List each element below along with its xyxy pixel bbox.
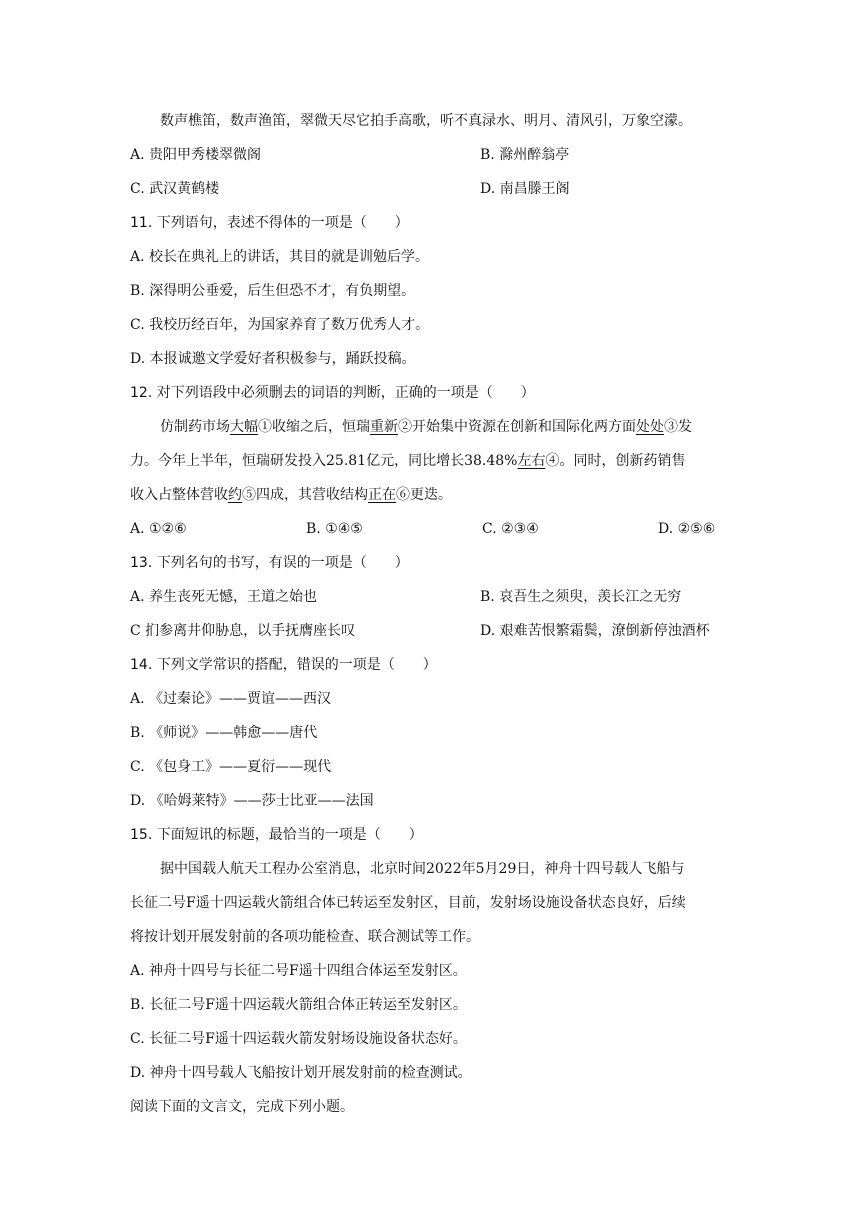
q13-option-a: A. 养生丧死无憾，王道之始也 xyxy=(130,589,318,605)
q13-option-c: C 扪参离井仰胁息，以手抚膺座长叹 xyxy=(130,623,356,639)
q11-stem: 11. 下列语句，表述不得体的一项是（ ） xyxy=(130,215,409,231)
q11-option-b: B. 深得明公垂爱，后生但恐不才，有负期望。 xyxy=(130,283,416,299)
q13-option-d: D. 艰难苦恨繁霜鬓，潦倒新停浊酒杯 xyxy=(480,623,710,639)
underlined-word: 左右 xyxy=(517,453,546,469)
q14-stem: 14. 下列文学常识的搭配，错误的一项是（ ） xyxy=(130,657,437,673)
q15-option-a: A. 神舟十四号与长征二号F遥十四组合体运至发射区。 xyxy=(130,963,467,979)
q11-option-c: C. 我校历经百年，为国家养育了数万优秀人才。 xyxy=(130,317,430,333)
underlined-word: 正在 xyxy=(368,487,396,503)
q10-option-c: C. 武汉黄鹤楼 xyxy=(130,181,220,197)
q14-option-c: C. 《包身工》——夏衍——现代 xyxy=(130,759,332,775)
q15-option-c: C. 长征二号F遥十四运载火箭发射场设施设备状态好。 xyxy=(130,1031,467,1047)
underlined-word: 处处 xyxy=(636,419,664,435)
reading-intro: 阅读下面的文言文，完成下列小题。 xyxy=(130,1099,354,1115)
q12-passage-line-3: 收入占整体营收约⑤四成，其营收结构正在⑥更迭。 xyxy=(130,487,452,503)
q12-passage-line-1: 仿制药市场大幅①收缩之后，恒瑞重新②开始集中资源在创新和国际化两方面处处③发 xyxy=(160,419,692,435)
q15-option-b: B. 长征二号F遥十四运载火箭组合体正转运至发射区。 xyxy=(130,997,467,1013)
q15-stem: 15. 下面短讯的标题，最恰当的一项是（ ） xyxy=(130,827,423,843)
q11-option-d: D. 本报诚邀文学爱好者积极参与，踊跃投稿。 xyxy=(130,351,416,367)
q15-passage-line-2: 长征二号F遥十四运载火箭组合体已转运至发射区，目前，发射场设施设备状态良好，后续 xyxy=(130,895,686,911)
q14-option-a: A. 《过秦论》——贾谊——西汉 xyxy=(130,691,332,707)
q12-option-b: B. ①④⑤ xyxy=(306,521,363,537)
q15-option-d: D. 神舟十四号载人飞船按计划开展发射前的检查测试。 xyxy=(130,1065,472,1081)
q13-option-b: B. 哀吾生之须臾，羡长江之无穷 xyxy=(480,589,682,605)
q10-option-b: B. 滁州醉翁亭 xyxy=(480,147,570,163)
q13-stem: 13. 下列名句的书写，有误的一项是（ ） xyxy=(130,555,409,571)
q12-option-c: C. ②③④ xyxy=(482,521,539,537)
q12-stem: 12. 对下列语段中必须删去的词语的判断，正确的一项是（ ） xyxy=(130,385,535,401)
q15-passage-line-3: 将按计划开展发射前的各项功能检查、联合测试等工作。 xyxy=(130,929,480,945)
underlined-word: 约 xyxy=(228,487,242,503)
q12-option-a: A. ①②⑥ xyxy=(130,521,187,537)
q10-option-a: A. 贵阳甲秀楼翠微阁 xyxy=(130,147,262,163)
poem-passage: 数声樵笛，数声渔笛，翠微天尽它拍手高歌，听不真渌水、明月、清风引，万象空濛。 xyxy=(160,113,692,129)
q12-option-d: D. ②⑤⑥ xyxy=(658,521,716,537)
q10-option-d: D. 南昌滕王阁 xyxy=(480,181,570,197)
underlined-word: 重新 xyxy=(370,419,398,435)
q12-passage-line-2: 力。今年上半年，恒瑞研发投入25.81亿元，同比增长38.48%左右④。同时，创新药销售 xyxy=(130,453,686,469)
q11-option-a: A. 校长在典礼上的讲话，其目的就是训勉后学。 xyxy=(130,249,430,265)
q15-passage-line-1: 据中国载人航天工程办公室消息，北京时间2022年5月29日，神舟十四号载人飞船与 xyxy=(160,861,685,877)
q14-option-b: B. 《师说》——韩愈——唐代 xyxy=(130,725,318,741)
q14-option-d: D. 《哈姆莱特》——莎士比亚——法国 xyxy=(130,793,374,809)
underlined-word: 大幅 xyxy=(230,419,258,435)
